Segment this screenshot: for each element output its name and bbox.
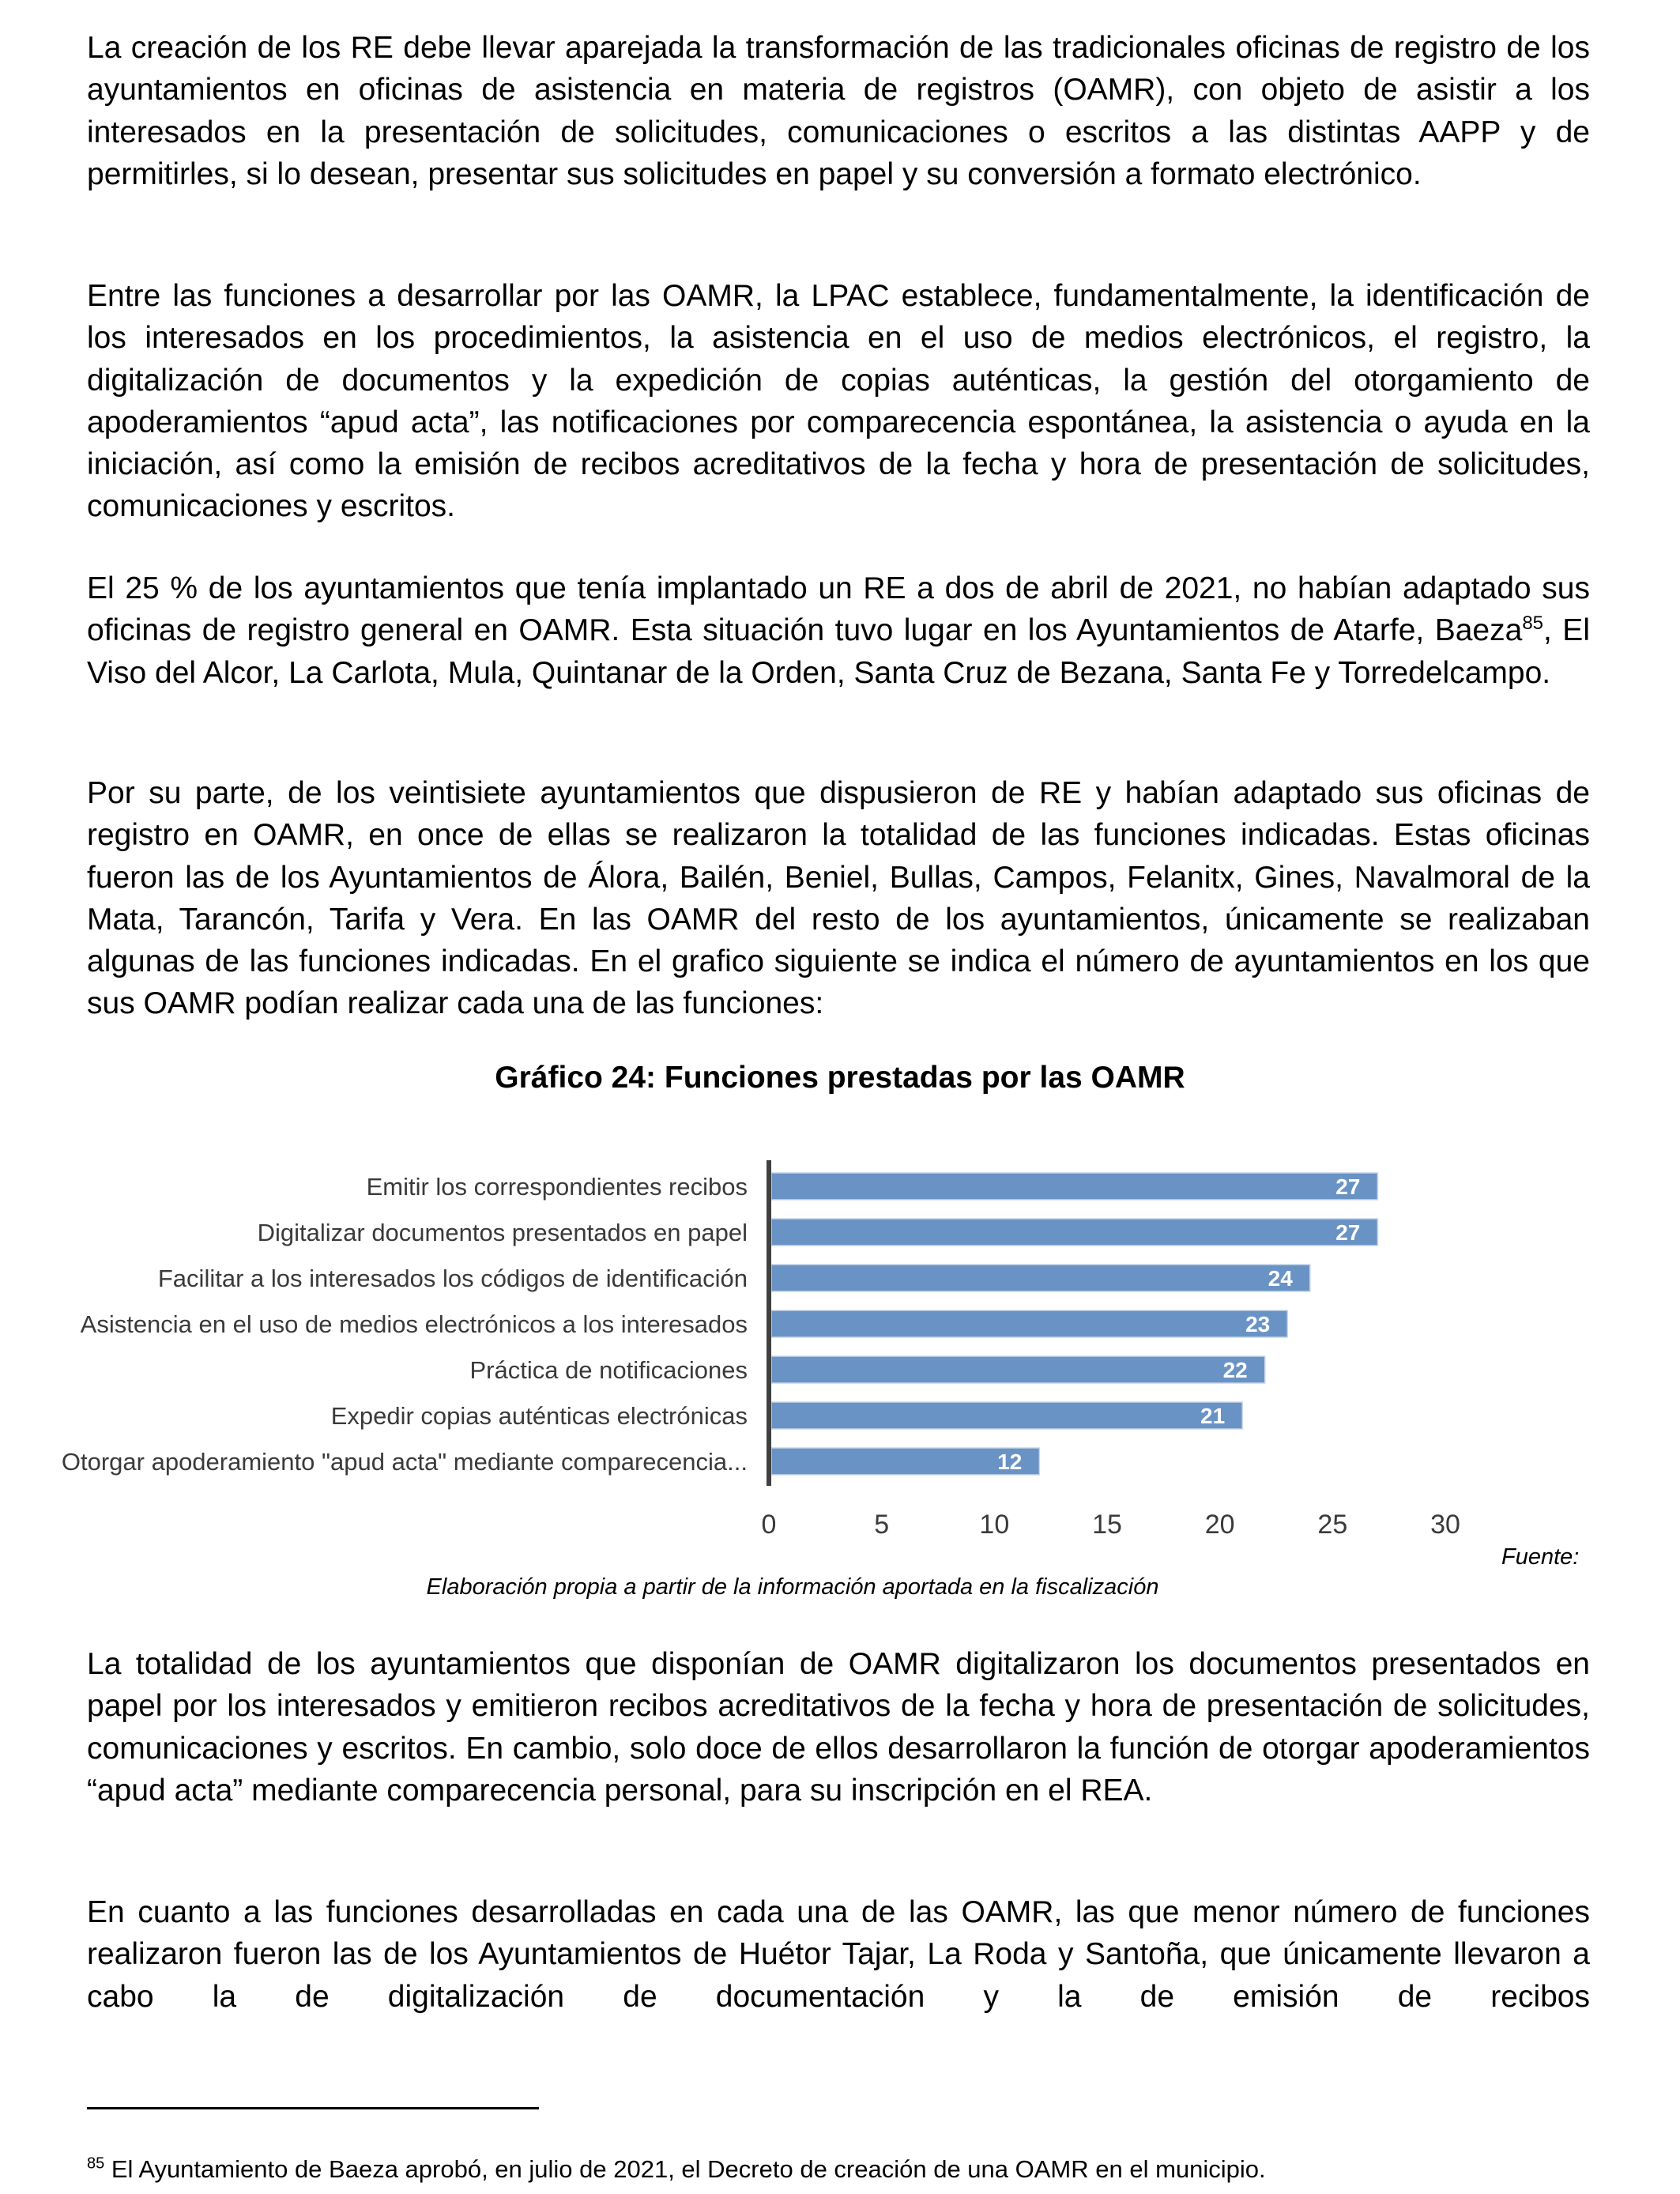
footnote-reference[interactable]: 85 — [1522, 613, 1544, 635]
bar-value-label: 24 — [1268, 1266, 1293, 1291]
category-label: Otorgar apoderamiento "apud acta" mediante comparecencia... — [61, 1448, 748, 1476]
x-axis-ticks-group — [762, 1510, 1460, 1540]
paragraph-4: Por su parte, de los veintisiete ayuntamientos que dispusieron de RE y habían adaptado sus oficinas de registro en OAMR, en once de ellas se realizaron la totalidad de las funciones indicadas. Estas oficinas fueron las de los Ayuntamientos de Álora, Bailén, Beniel, Bullas, Campos, Felanitx, Gines, Navalmoral de la Mata, Tarancón, Tarifa y Vera. En las OAMR del resto de los ayuntamientos, únicamente se realizaban algunas de las funciones indicadas. En el grafico siguiente se indica el número de ayuntamientos en los que sus OAMR podían realizar cada una de las funciones: — [87, 776, 1590, 1021]
footnote — [87, 2155, 1266, 2184]
paragraph-2: Entre las funciones a desarrollar por las OAMR, la LPAC establece, fundamentalmente, la identificación de los interesados en los procedimientos, la asistencia en el uso de medios electrónicos, el registro, la digitalización de documentos y la expedición de copias auténticas, la gestión del otorgamiento de apoderamientos “apud acta”, las notificaciones por comparecencia espontánea, la asistencia o ayuda en la iniciación, así como la emisión de recibos acreditativos de la fecha y hora de presentación de solicitudes, comunicaciones y escritos. — [87, 279, 1590, 524]
paragraph-6: En cuanto a las funciones desarrolladas en cada una de las OAMR, las que menor número de funciones realizaron fueron las de los Ayuntamientos de Huétor Tajar, La Roda y Santoña, que únicamente llevaron a cabo la de digitalización de documentación y la de emisión de recibos — [87, 1895, 1590, 2014]
bar — [771, 1402, 1242, 1429]
source-prefix: Fuente: — [1501, 1544, 1580, 1570]
x-tick-label: 25 — [1317, 1510, 1348, 1540]
paragraph-3 — [87, 567, 1590, 694]
paragraph-3-text-a: El 25 % de los ayuntamientos que tenía implantado un RE a dos de abril de 2021, no habían adaptado sus oficinas de registro general en OAMR. Esta situación tuvo lugar en los Ayuntamientos de Atarfe, Baeza — [87, 571, 1590, 648]
category-label: Expedir copias auténticas electrónicas — [330, 1402, 748, 1430]
category-label: Facilitar a los interesados los códigos de identificación — [157, 1265, 748, 1292]
bar — [771, 1356, 1265, 1383]
category-label: Asistencia en el uso de medios electrónicos a los interesados — [80, 1310, 748, 1338]
bar — [771, 1219, 1377, 1246]
footnote-number: 85 — [87, 2154, 105, 2173]
x-tick-label: 0 — [761, 1510, 777, 1540]
category-label: Emitir los correspondientes recibos — [366, 1173, 748, 1201]
bar — [771, 1310, 1287, 1337]
x-tick-label: 20 — [1204, 1510, 1235, 1540]
footnote-separator — [87, 2107, 539, 2109]
paragraph-1: La creación de los RE debe llevar aparejada la transformación de las tradicionales oficinas de registro de los ayuntamientos en oficinas de asistencia en materia de registros (OAMR), con objeto de asistir a los interesados en la presentación de solicitudes, comunicaciones o escritos a las distintas AAPP y de permitirles, si lo desean, presentar sus solicitudes en papel y su conversión a formato electrónico. — [87, 31, 1590, 191]
bar-value-label: 23 — [1245, 1312, 1271, 1336]
bar — [771, 1173, 1377, 1200]
paragraph-5: La totalidad de los ayuntamientos que disponían de OAMR digitalizaron los documentos presentados en papel por los interesados y emitieron recibos acreditativos de la fecha y hora de presentación de solicitudes, comunicaciones y escritos. En cambio, solo doce de ellos desarrollaron la función de otorgar apoderamientos “apud acta” mediante comparecencia personal, para su inscripción en el REA. — [87, 1647, 1590, 1808]
footnote-text: El Ayuntamiento de Baeza aprobó, en julio de 2021, el Decreto de creación de una OAMR en el municipio. — [104, 2155, 1266, 2183]
bar-value-label: 22 — [1222, 1358, 1248, 1382]
category-labels-group — [62, 1173, 748, 1476]
x-tick-label: 15 — [1092, 1510, 1122, 1540]
x-tick-label: 30 — [1430, 1510, 1460, 1540]
x-tick-label: 10 — [979, 1510, 1010, 1540]
bar — [771, 1265, 1310, 1291]
bar-value-label: 21 — [1200, 1404, 1226, 1428]
bar-value-label: 12 — [997, 1449, 1023, 1474]
paragraph-3-text-b: , El Viso del Alcor, La Carlota, Mula, Quintanar de la Orden, Santa Cruz de Bezana, Santa Fe y Torredelcampo. — [87, 613, 1590, 690]
chart-source: Elaboración propia a partir de la información aportada en la fiscalización — [426, 1574, 1159, 1600]
bar-chart — [0, 1138, 1680, 1549]
bar-value-label: 27 — [1335, 1220, 1361, 1245]
bars-group — [771, 1173, 1377, 1475]
bar-value-label: 27 — [1335, 1174, 1361, 1199]
category-label: Digitalizar documentos presentados en papel — [257, 1219, 748, 1246]
category-label: Práctica de notificaciones — [469, 1356, 748, 1384]
chart-title: Gráfico 24: Funciones prestadas por las OAMR — [495, 1061, 1185, 1095]
x-tick-label: 5 — [874, 1510, 890, 1540]
